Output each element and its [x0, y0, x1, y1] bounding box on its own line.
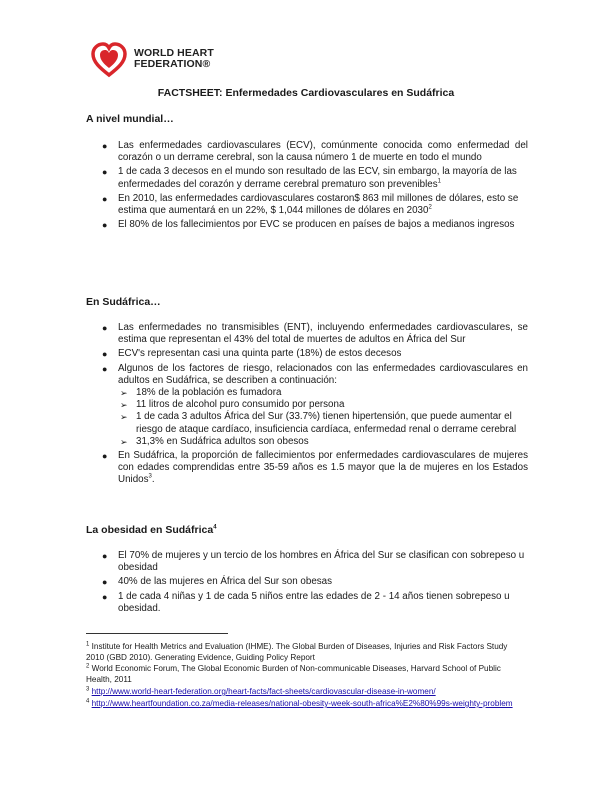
- list-item: ● 1 de cada 3 decesos en el mundo son resultado de las ECV, sin embargo, la mayoría de las enfermedades del corazón y derrame cerebral prematuro son prevenibles$^1$: [102, 166, 517, 190]
- footnote-4: $^4$ http://www.heartfoundation.co.za/media-releases/national-obesity-week-south-africa%E2%80%99s-weighty-problem: [86, 698, 513, 708]
- section-heading-south-africa: En Sudáfrica…: [86, 296, 161, 308]
- list-item: ● El 70% de mujeres y un tercio de los hombres en África del Sur se clasifican con sobrepeso u obesidad: [102, 550, 525, 574]
- sub-list-item: ➢ 1 de cada 3 adultos África del Sur (33.7%) tienen hipertensión, que puede aumentar el riesgo de ataque cardíaco, insuficiencia cardíaca, enfermedad renal o derrame cerebral: [120, 411, 517, 435]
- obesity-facts-list: [102, 550, 528, 617]
- footnote-ref: 2: [428, 204, 432, 211]
- footnote-ref: 3: [148, 474, 152, 481]
- list-item: ● 40% de las mujeres en África del Sur son obesas: [102, 576, 333, 588]
- list-item: ● 1 de cada 4 niñas y 1 de cada 5 niños entre las edades de 2 - 14 años tienen sobrepeso u obesidad.: [102, 590, 510, 614]
- section-heading-obesity: La obesidad en Sudáfrica$^4$: [86, 524, 217, 536]
- list-item: ● Las enfermedades no transmisibles (ENT), incluyendo enfermedades cardiovasculares, se estima que representan el 43% del total de muertes de adultos en África del Sur: [102, 322, 528, 346]
- page-title: FACTSHEET: Enfermedades Cardiovasculares en Sudáfrica: [157, 87, 455, 99]
- footnote-1: $^1$ Institute for Health Metrics and Evaluation (IHME). The Global Burden of Diseases, Injuries and Risk Factors Study 2010 (GBD 2010). Generating Evidence, Guiding Policy Report: [86, 641, 508, 662]
- world-heart-federation-logo: [90, 42, 250, 76]
- list-item: ● ECV's representan casi una quinta parte (18%) de estos decesos: [102, 348, 402, 360]
- footnote-ref: 1: [437, 178, 442, 185]
- section-heading-global: A nivel mundial…: [86, 113, 174, 125]
- list-item: ● Algunos de los factores de riesgo, relacionados con las enfermedades cardiovasculares en adultos en Sudáfrica, se describen a continuación: ➢ 18% de la población es fumadora ➢ 11 litros de alcohol puro consumido por persona ➢ 1 de cada 3 adultos África del Sur (33.7%) tienen hipertensión, que puede aumentar el riesgo de ataque cardíaco, insuficiencia cardíaca, enfermedad renal o derrame cerebral ➢ 31,3% en Sudáfrica adultos son obesos: [102, 362, 528, 447]
- global-facts-list: [102, 140, 528, 233]
- sub-list-item: ➢ 31,3% en Sudáfrica adultos son obesos: [120, 435, 309, 447]
- list-item: ● Las enfermedades cardiovasculares (ECV), comúnmente conocida como enfermedad del corazón o un derrame cerebral, son la causa número 1 de muerte en todo el mundo: [102, 140, 528, 164]
- sub-list-item: ➢ 11 litros de alcohol puro consumido por persona: [120, 399, 345, 411]
- list-item: ● En Sudáfrica, la proporción de fallecimientos por enfermedades cardiovasculares de mujeres con edades comprendidas entre 35-59 años es 1.5 mayor que la de mujeres en los Estados Unidos$^3$.: [102, 450, 528, 486]
- list-item: ● El 80% de los fallecimientos por EVC se producen en países de bajos a medianos ingresos: [102, 219, 515, 231]
- logo-line-2: FEDERATION®: [134, 58, 211, 70]
- list-item: ● En 2010, las enfermedades cardiovasculares costaron$ 863 mil millones de dólares, esto se estima que aumentará en un 22%, $ 1,044 millones de dólares en 2030$^2$: [102, 192, 519, 217]
- south-africa-facts-list: [102, 322, 528, 489]
- risk-factors-sublist: [118, 387, 528, 448]
- footnote-link-4[interactable]: http://www.heartfoundation.co.za/media-releases/national-obesity-week-south-africa%E2%80%99s-weighty-problem: [91, 699, 513, 708]
- sub-list-item: ➢ 18% de la población es fumadora: [120, 387, 282, 399]
- heart-logo-icon: [90, 42, 128, 78]
- footnote-link-3[interactable]: http://www.world-heart-federation.org/heart-facts/fact-sheets/cardiovascular-disease-in-women/: [91, 687, 436, 696]
- logo-line-1: WORLD HEART: [134, 47, 214, 59]
- footnote-divider: [86, 633, 228, 634]
- footnote-ref: 4: [213, 524, 217, 531]
- footnote-3: $^3$ http://www.world-heart-federation.org/heart-facts/fact-sheets/cardiovascular-disease-in-women/: [86, 686, 436, 696]
- footnote-2: $^2$ World Economic Forum, The Global Economic Burden of Non-communicable Diseases, Harvard School of Public Health, 2011: [86, 663, 501, 684]
